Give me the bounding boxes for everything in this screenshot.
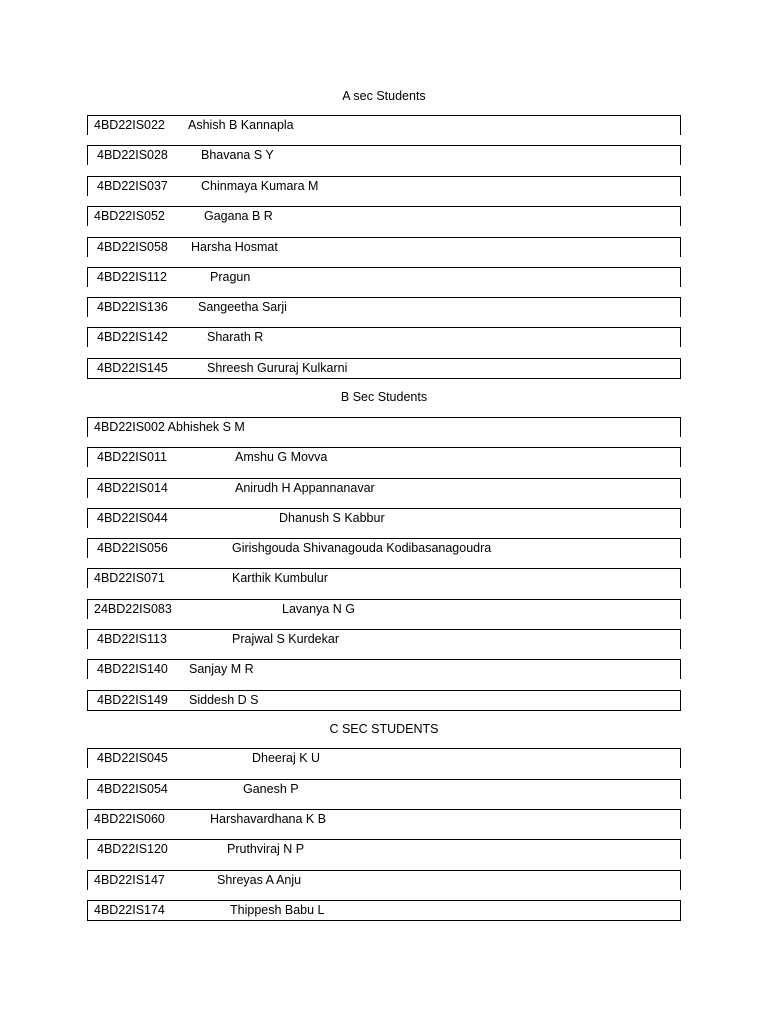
student-row (87, 478, 681, 498)
usn: 4BD22IS037 (97, 179, 168, 193)
student-name: Siddesh D S (189, 693, 259, 707)
usn: 4BD22IS045 (97, 751, 168, 765)
usn: 4BD22IS071 (94, 571, 165, 585)
student-name: Sharath R (207, 330, 264, 344)
student-row (87, 176, 681, 196)
usn: 4BD22IS011 (97, 450, 167, 464)
usn: 4BD22IS022 (94, 118, 165, 132)
usn: 4BD22IS113 (97, 632, 167, 646)
student-row (87, 417, 681, 437)
student-row (87, 297, 681, 317)
usn: 4BD22IS120 (97, 842, 168, 856)
usn: 4BD22IS112 (97, 270, 167, 284)
student-name: Amshu G Movva (235, 450, 328, 464)
student-name: Ganesh P (243, 782, 299, 796)
student-name: Harshavardhana K B (210, 812, 327, 826)
student-name: Ashish B Kannapla (188, 118, 294, 132)
usn: 4BD22IS054 (97, 782, 168, 796)
usn: 4BD22IS056 (97, 541, 168, 555)
usn: 4BD22IS174 (94, 903, 165, 917)
student-name: Lavanya N G (282, 602, 355, 616)
student-row (87, 748, 681, 768)
usn: 4BD22IS060 (94, 812, 165, 826)
student-row (87, 327, 681, 347)
student-name: Girishgouda Shivanagouda Kodibasanagoudra (232, 541, 492, 555)
student-row (87, 900, 681, 921)
student-name: Sanjay M R (189, 662, 254, 676)
usn: 4BD22IS145 (97, 361, 168, 375)
usn: 4BD22IS028 (97, 148, 168, 162)
student-row (87, 358, 681, 379)
section-c-heading: C SEC STUDENTS (329, 722, 439, 736)
student-name: Anirudh H Appannanavar (235, 481, 375, 495)
usn: 24BD22IS083 (94, 602, 172, 616)
student-row (87, 447, 681, 467)
student-row (87, 145, 681, 165)
student-name: Thippesh Babu L (230, 903, 325, 917)
student-name: Dhanush S Kabbur (279, 511, 385, 525)
student-name: Pruthviraj N P (227, 842, 305, 856)
student-row (87, 809, 681, 829)
usn: 4BD22IS136 (97, 300, 168, 314)
student-row (87, 115, 681, 135)
student-name: Bhavana S Y (201, 148, 274, 162)
student-name: Karthik Kumbulur (232, 571, 328, 585)
student-row (87, 538, 681, 558)
student-row (87, 568, 681, 588)
student-name: Shreesh Gururaj Kulkarni (207, 361, 348, 375)
student-row (87, 779, 681, 799)
student-row (87, 629, 681, 649)
student-name: Prajwal S Kurdekar (232, 632, 339, 646)
student-row (87, 839, 681, 859)
usn: 4BD22IS140 (97, 662, 168, 676)
section-a-heading: A sec Students (342, 89, 426, 103)
usn: 4BD22IS149 (97, 693, 168, 707)
student-name: Shreyas A Anju (217, 873, 302, 887)
student-name: Chinmaya Kumara M (201, 179, 319, 193)
student-row (87, 659, 681, 679)
student-row (87, 237, 681, 257)
student-row (87, 267, 681, 287)
usn: 4BD22IS058 (97, 240, 168, 254)
student-name: Pragun (210, 270, 251, 284)
student-name: Dheeraj K U (252, 751, 321, 765)
usn: 4BD22IS002 Abhishek S M (94, 420, 245, 434)
student-row (87, 508, 681, 528)
student-name: Harsha Hosmat (191, 240, 278, 254)
usn: 4BD22IS147 (94, 873, 165, 887)
student-name: Sangeetha Sarji (198, 300, 287, 314)
usn: 4BD22IS142 (97, 330, 168, 344)
student-row (87, 870, 681, 890)
usn: 4BD22IS014 (97, 481, 168, 495)
usn: 4BD22IS044 (97, 511, 168, 525)
section-b-heading: B Sec Students (340, 390, 428, 404)
student-row (87, 599, 681, 619)
student-row (87, 206, 681, 226)
student-row (87, 690, 681, 711)
student-name: Gagana B R (204, 209, 273, 223)
usn: 4BD22IS052 (94, 209, 165, 223)
